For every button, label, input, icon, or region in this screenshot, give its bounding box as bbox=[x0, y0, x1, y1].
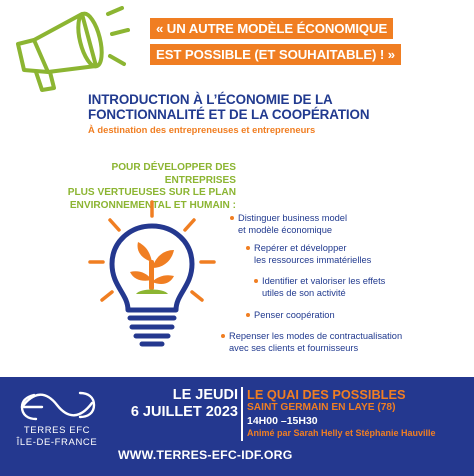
event-venue: LE QUAI DES POSSIBLES bbox=[247, 387, 406, 402]
terres-efc-logo bbox=[12, 387, 102, 457]
event-date: 6 JUILLET 2023 bbox=[130, 404, 238, 420]
website-link[interactable]: WWW.TERRES-EFC-IDF.ORG bbox=[118, 448, 293, 462]
event-time: 14H00 –15H30 bbox=[247, 415, 318, 427]
event-city: SAINT GERMAIN EN LAYE (78) bbox=[247, 402, 396, 413]
aim-line-2: PLUS VERTUEUSES SUR LE PLAN bbox=[67, 187, 236, 198]
banner-line-1: « UN AUTRE MODÈLE ÉCONOMIQUE bbox=[150, 18, 393, 39]
title-line-1: INTRODUCTION À L’ÉCONOMIE DE LA bbox=[88, 92, 333, 107]
efc-logo-icon bbox=[12, 387, 102, 423]
event-day: LE JEUDI bbox=[172, 387, 238, 403]
subtitle: À destination des entrepreneuses et entrepreneurs bbox=[88, 124, 316, 135]
list-item: Repérer et développer les ressources immatérielles bbox=[254, 242, 371, 266]
logo-line-1: TERRES EFC bbox=[23, 425, 91, 436]
event-hosts: Animé par Sarah Helly et Stéphanie Hauville bbox=[247, 428, 436, 438]
list-item: Repenser les modes de contractualisation avec ses clients et fournisseurs bbox=[229, 330, 402, 354]
logo-line-2: ÎLE-DE-FRANCE bbox=[16, 437, 98, 448]
banner-line-2: EST POSSIBLE (ET SOUHAITABLE) ! » bbox=[150, 44, 401, 65]
list-item: Identifier et valoriser les effets utiles de son activité bbox=[262, 275, 385, 299]
aim-line-3: ENVIRONNEMENTAL ET HUMAIN : bbox=[69, 199, 236, 211]
event-footer bbox=[0, 377, 474, 476]
divider bbox=[241, 387, 243, 441]
list-item: Distinguer business model et modèle économique bbox=[238, 212, 347, 236]
aim-line-1: POUR DÉVELOPPER DES ENTREPRISES bbox=[111, 162, 236, 186]
title-line-2: FONCTIONNALITÉ ET DE LA COOPÉRATION bbox=[88, 107, 370, 122]
list-item: Penser coopération bbox=[254, 309, 335, 321]
